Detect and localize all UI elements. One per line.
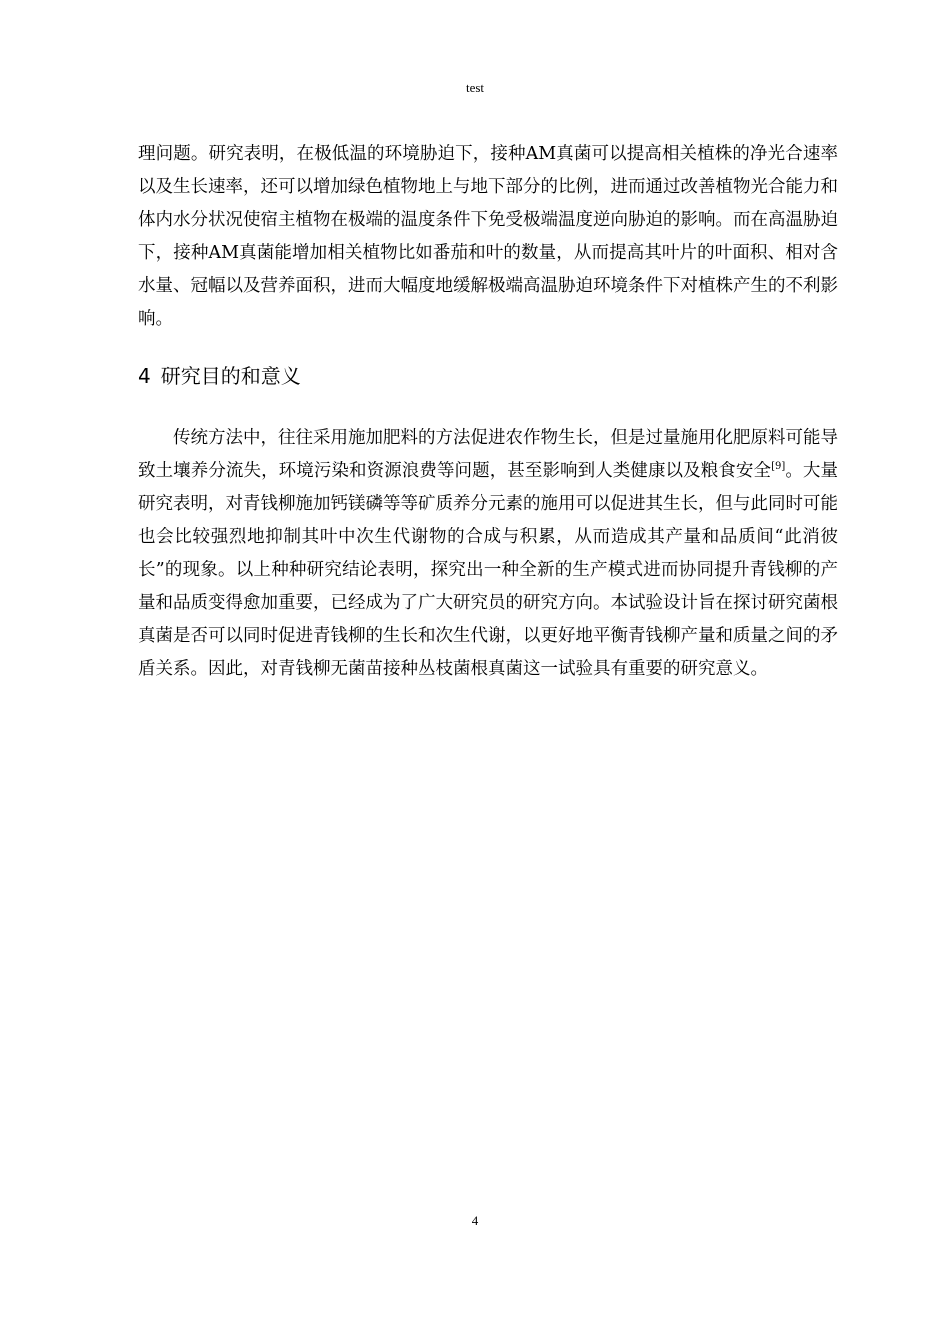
paragraph-text-part-2: 。大量研究表明，对青钱柳施加钙镁磷等等矿质养分元素的施用可以促进其生长，但与此同时可能也会比较强烈地抑制其叶中次生代谢物的合成与积累，从而造成其产量和品质间“此消彼长”的现象。以上种种研究结论表明，探究出一种全新的生产模式进而协同提升青钱柳的产量和品质变得愈加重要，已经成为了广大研究员的研究方向。本试验设计旨在探讨研究菌根真菌是否可以同时促进青钱柳的生长和次生代谢，以更好地平衡青钱柳产量和质量之间的矛盾关系。因此，对青钱柳无菌苗接种丛枝菌根真菌这一试验具有重要的研究意义。 <box>138 461 839 679</box>
section-number: 4 <box>138 364 151 388</box>
paragraph-continued: 理问题。研究表明，在极低温的环境胁迫下，接种AM真菌可以提高相关植株的净光合速率以及生长速率，还可以增加绿色植物地上与地下部分的比例，进而通过改善植物光合能力和体内水分状况使宿主植物在极端的温度条件下免受极端温度逆向胁迫的影响。而在高温胁迫下，接种AM真菌能增加相关植物比如番茄和叶的数量，从而提高其叶片的叶面积、相对含水量、冠幅以及营养面积，进而大幅度地缓解极端高温胁迫环境条件下对植株产生的不利影响。 <box>138 144 838 329</box>
page-header: test <box>465 80 485 95</box>
section-title: 研究目的和意义 <box>160 364 301 388</box>
paragraph-purpose <box>138 422 838 686</box>
paragraph-text-part-1: 传统方法中，往往采用施加肥料的方法促进农作物生长，但是过量施用化肥原料可能导致土壤养分流失，环境污染和资源浪费等问题，甚至影响到人类健康以及粮食安全 <box>138 428 838 481</box>
citation-reference[interactable]: [9] <box>771 461 786 473</box>
page-number: 4 <box>471 1213 479 1228</box>
section-heading <box>138 360 838 392</box>
